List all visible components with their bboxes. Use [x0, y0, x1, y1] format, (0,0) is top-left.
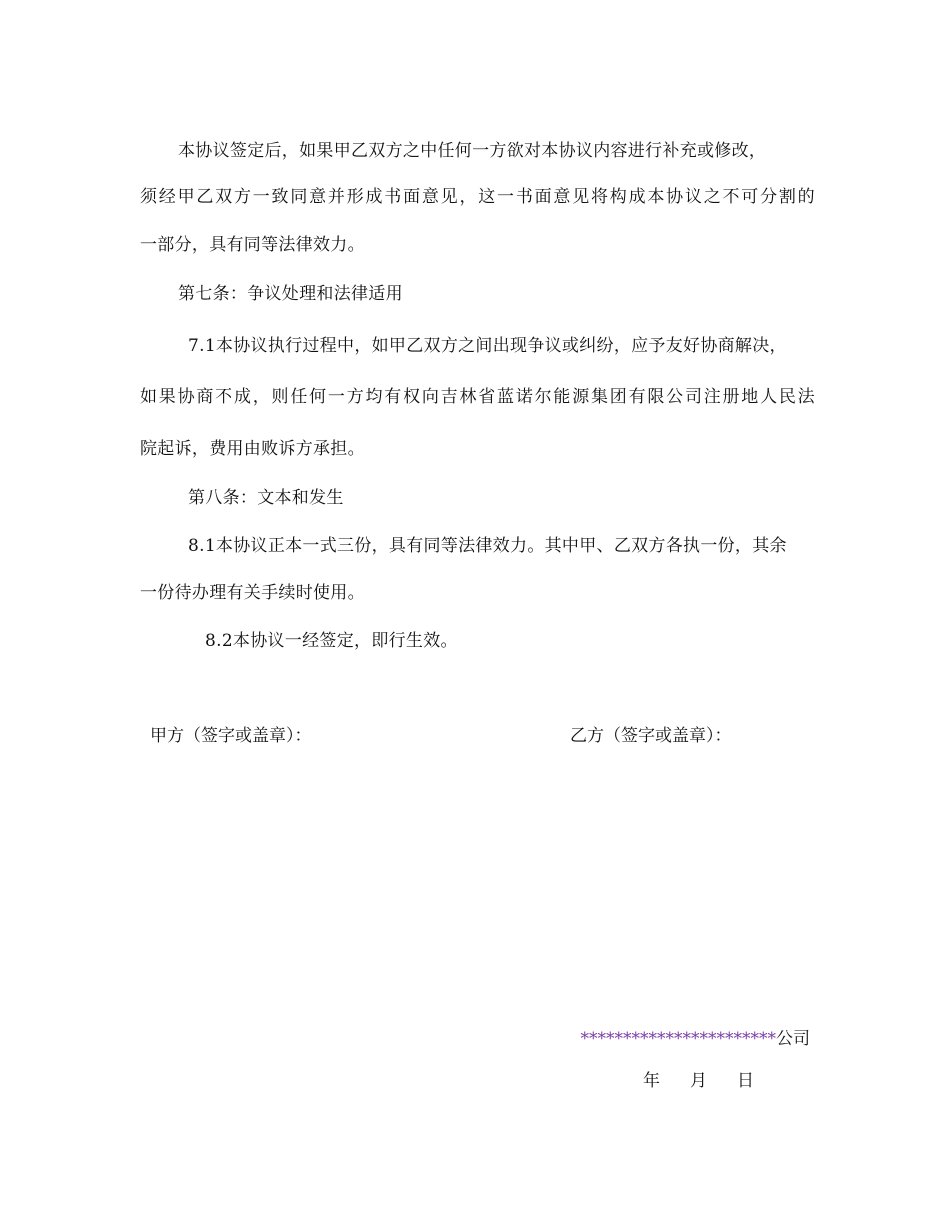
date-year-label: 年 [643, 1071, 660, 1091]
paragraph-1-line-2: 须经甲乙双方一致同意并形成书面意见，这一书面意见将构成本协议之不可分割的 [140, 187, 815, 207]
article-8-clause-1-line-2: 一份待办理有关手续时使用。 [140, 583, 365, 603]
article-7-clause-1-line-2: 如果协商不成，则任何一方均有权向吉林省蓝诺尔能源集团有限公司注册地人民法 [140, 387, 815, 407]
date-line [643, 1069, 754, 1093]
party-b-signature-label: 乙方（签字或盖章）： [570, 726, 732, 746]
date-day-label: 日 [737, 1071, 754, 1091]
company-name-mask: *********************** [580, 1029, 776, 1049]
article-7-heading: 第七条：争议处理和法律适用 [178, 284, 403, 304]
paragraph-1-line-3: 一部分，具有同等法律效力。 [140, 235, 365, 255]
article-8-clause-2: 8.2本协议一经签定，即行生效。 [205, 631, 458, 651]
article-7-clause-1-line-3: 院起诉，费用由败诉方承担。 [140, 439, 365, 459]
article-7-clause-1-line-1: 7.1本协议执行过程中，如甲乙双方之间出现争议或纠纷，应予友好协商解决， [188, 336, 787, 356]
date-month-label: 月 [690, 1071, 707, 1091]
article-8-heading: 第八条：文本和发生 [188, 488, 344, 508]
paragraph-1-line-1: 本协议签定后，如果甲乙双方之中任何一方欲对本协议内容进行补充或修改， [178, 141, 767, 161]
article-8-clause-1-line-1: 8.1本协议正本一式三份，具有同等法律效力。其中甲、乙双方各执一份，其余 [188, 536, 787, 556]
company-suffix: 公司 [776, 1029, 810, 1049]
company-name-line [581, 1027, 811, 1051]
party-a-signature-label: 甲方（签字或盖章）： [150, 726, 312, 746]
